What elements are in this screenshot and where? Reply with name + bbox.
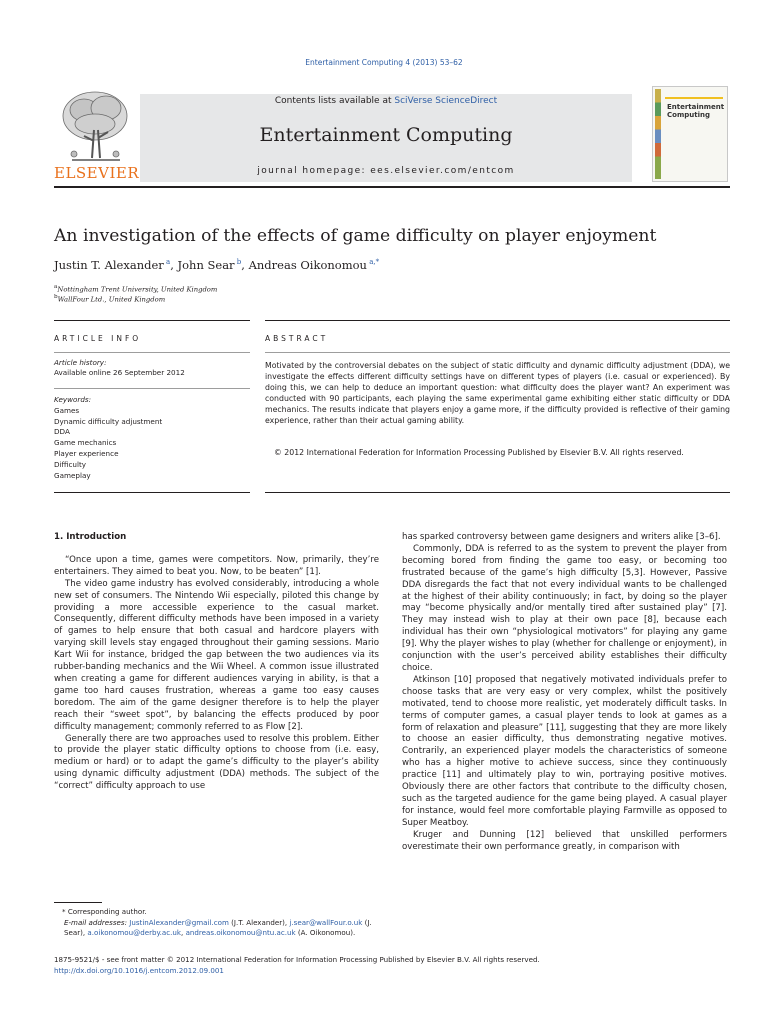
email-label: E-mail addresses: bbox=[64, 917, 127, 927]
body-paragraph: “Once upon a time, games were competitors. Now, primarily, they’re entertainers. They aimed to beat you. Now, to be beaten” [1]. bbox=[54, 554, 379, 577]
keywords-block bbox=[54, 395, 162, 481]
body-column-left bbox=[54, 532, 379, 793]
contents-prefix: Contents lists available at bbox=[274, 96, 395, 106]
body-paragraph: Kruger and Dunning [12] believed that unskilled performers overestimate their own performance greatly, in comparison with bbox=[402, 829, 727, 852]
article-history bbox=[54, 358, 185, 378]
keyword-item: Game mechanics bbox=[54, 438, 117, 448]
article-info-heading: ARTICLE INFO bbox=[54, 334, 142, 343]
journal-header-box bbox=[140, 94, 632, 182]
cover-title-line-1: Entertainment bbox=[667, 103, 725, 111]
affiliation-a bbox=[54, 284, 217, 293]
front-matter bbox=[54, 954, 540, 976]
email-separator: , bbox=[181, 928, 186, 937]
email-addresses bbox=[54, 918, 379, 939]
author-name[interactable]: Justin T. Alexander bbox=[54, 258, 164, 272]
body-paragraph: Atkinson [10] proposed that negatively motivated individuals prefer to choose tasks that are very easy or very complex, whilst the positively motivated, tend to choose more realistic, yet moderately difficult tasks. In terms of computer games, a casual player tends to look at games as a form of relaxation and pleasure” [11], suggesting that they are more likely to choose an easier difficulty, thus demonstrating negative motives. Contrarily, an experienced player models the characteristics of someone who has a higher motive to achieve success, since they continuously practice [11] and ultimately play to win, portraying positive motives. Obviously there are other factors that contribute to the difficulty chosen, such as the targeted audience for the game being played. A casual player for instance, would feel more comfortable playing Farmville as opposed to Super Meatboy. bbox=[402, 674, 727, 828]
history-label: Article history: bbox=[54, 358, 107, 367]
cover-yellow-strip bbox=[665, 97, 723, 99]
masthead-rule bbox=[54, 186, 730, 188]
body-column-right bbox=[402, 532, 727, 853]
author-name[interactable]: John Sear bbox=[177, 258, 235, 272]
keywords-label: Keywords: bbox=[54, 395, 92, 404]
author-separator: , bbox=[241, 258, 249, 272]
email-link[interactable]: JustinAlexander@gmail.com bbox=[129, 917, 229, 927]
abstract-text: Motivated by the controversial debates on the subject of static difficulty and dynamic difficulty adjustment (DDA), we investigate the effects different difficulty settings have on different types of players (i.e. casual or experienced). By doing this, we can help to deduce an important question: what difficulty does the player want? An experiment was conducted with 90 participants, each playing the same experimental game exhibiting either static difficulty or DDA mechanics. The results indicate that players enjoy a game more, if the difficulty provided is reflective of their gaming experience, rather than their actual gaming ability. bbox=[265, 361, 730, 425]
affil-mark: a bbox=[54, 284, 58, 290]
journal-masthead bbox=[54, 86, 730, 182]
journal-title: Entertainment Computing bbox=[259, 124, 513, 146]
elsevier-wordmark: ELSEVIER bbox=[54, 164, 140, 182]
keyword-item: Difficulty bbox=[54, 459, 87, 469]
affil-text: Nottingham Trent University, United Kingdom bbox=[57, 285, 218, 294]
email-link[interactable]: andreas.oikonomou@ntu.ac.uk bbox=[185, 928, 296, 937]
cover-color-bar bbox=[655, 89, 661, 179]
history-value: Available online 26 September 2012 bbox=[54, 368, 185, 377]
body-paragraph: The video game industry has evolved considerably, introducing a whole new set of consumers. The Nintendo Wii especially, piloted this change by providing a more accessible experience to the casual market. Consequently, different difficulty methods have been imposed in a variety of games to help ensure that both casual and hardcore players with varying skill levels stay engaged throughout their gaming sessions. Mario Kart Wii for instance, bridged the gap between the two audiences via its rubber-banding mechanics and the Wii Wheel. A common issue illustrated when creating a game for different audiences varying in ability, is that a game too hard causes frustration, whereas a game too easy causes boredom. The aim of the game designer therefore is to help the player reach their “sweet spot”, by balancing the effects produced by poor difficulty management; commonly referred to as Flow [2]. bbox=[54, 578, 379, 732]
author-separator: , bbox=[170, 258, 178, 272]
abstract-heading: ABSTRACT bbox=[265, 334, 329, 343]
author-list bbox=[54, 258, 379, 272]
cover-title bbox=[667, 103, 724, 119]
journal-citation[interactable]: Entertainment Computing 4 (2013) 53–62 bbox=[305, 58, 463, 67]
abstract-sub-rule bbox=[265, 352, 730, 353]
elsevier-logo[interactable] bbox=[54, 86, 140, 182]
abstract-copyright: © 2012 International Federation for Information Processing Published by Elsevier B.V. All rights reserved. bbox=[274, 448, 684, 457]
author-affil-mark[interactable]: a,* bbox=[369, 258, 380, 267]
keyword-item: Gameplay bbox=[54, 470, 91, 480]
abstract-bottom-rule bbox=[265, 492, 730, 493]
author-affil-mark[interactable]: b bbox=[236, 258, 242, 267]
author-name[interactable]: Andreas Oikonomou bbox=[248, 258, 367, 272]
keyword-item: DDA bbox=[54, 427, 70, 437]
email-owner: (J.T. Alexander), bbox=[228, 917, 290, 927]
journal-homepage[interactable]: journal homepage: ees.elsevier.com/entcom bbox=[257, 166, 515, 176]
contents-line bbox=[140, 96, 632, 106]
affiliation-b bbox=[54, 294, 165, 303]
front-matter-line: 1875-9521/$ - see front matter © 2012 International Federation for Information Processing Published by Elsevier B.V. All rights reserved. bbox=[54, 955, 540, 964]
article-title: An investigation of the effects of game difficulty on player enjoyment bbox=[54, 226, 657, 246]
footnote-star: * bbox=[62, 907, 66, 916]
history-rule bbox=[54, 388, 250, 389]
body-paragraph: Commonly, DDA is referred to as the system to prevent the player from becoming bored from finding the game too easy, or becoming too frustrated because of the game’s high difficulty [5,3]. However, Passive DDA disregards the fact that not every individual wants to be challenged at the highest of their ability continuously; in fact, by doing so the player may “become physically and/or mentally tired after sustained play” [7]. They may instead wish to play at their own pace [8], because each individual has their own “physiological motivators” for playing any game [9]. Why the player wishes to play (whether for challenge or enjoyment), in conjunction with the user’s perceived ability establishes their difficulty choice. bbox=[402, 543, 727, 673]
info-sub-rule bbox=[54, 352, 250, 353]
keyword-item: Games bbox=[54, 405, 80, 415]
affil-mark: b bbox=[54, 294, 58, 300]
corresponding-author-note bbox=[54, 907, 379, 918]
footnote bbox=[54, 907, 379, 939]
elsevier-tree-icon bbox=[54, 86, 136, 166]
cover-title-line-2: Computing bbox=[667, 111, 710, 119]
affil-text: WallFour Ltd., United Kingdom bbox=[57, 295, 166, 304]
email-owner: (A. Oikonomou). bbox=[295, 928, 356, 937]
doi-link[interactable]: http://dx.doi.org/10.1016/j.entcom.2012.09.001 bbox=[54, 966, 224, 975]
section-heading: 1. Introduction bbox=[54, 532, 127, 542]
corresponding-label: Corresponding author. bbox=[67, 907, 147, 916]
footnote-rule bbox=[54, 902, 102, 903]
keyword-item: Dynamic difficulty adjustment bbox=[54, 416, 163, 426]
email-link[interactable]: a.oikonomou@derby.ac.uk bbox=[87, 928, 182, 937]
info-bottom-rule bbox=[54, 492, 250, 493]
info-top-rule bbox=[54, 320, 250, 321]
sciencedirect-link[interactable]: SciVerse ScienceDirect bbox=[394, 96, 498, 106]
body-paragraph: has sparked controversy between game designers and writers alike [3–6]. bbox=[402, 532, 721, 542]
email-link[interactable]: j.sear@wallFour.o.uk bbox=[289, 917, 363, 927]
abstract-top-rule bbox=[265, 320, 730, 321]
author-affil-mark[interactable]: a bbox=[166, 258, 171, 267]
keyword-item: Player experience bbox=[54, 448, 119, 458]
email-owner: (J. Sear), bbox=[64, 917, 372, 937]
body-paragraph: Generally there are two approaches used to resolve this problem. Either to provide the player static difficulty options to choose from (i.e. easy, medium or hard) or to adapt the game’s difficulty to the player’s ability using dynamic difficulty adjustment (DDA) methods. The subject of the “correct” difficulty approach to use bbox=[54, 733, 379, 792]
journal-cover-thumbnail[interactable] bbox=[652, 86, 728, 182]
